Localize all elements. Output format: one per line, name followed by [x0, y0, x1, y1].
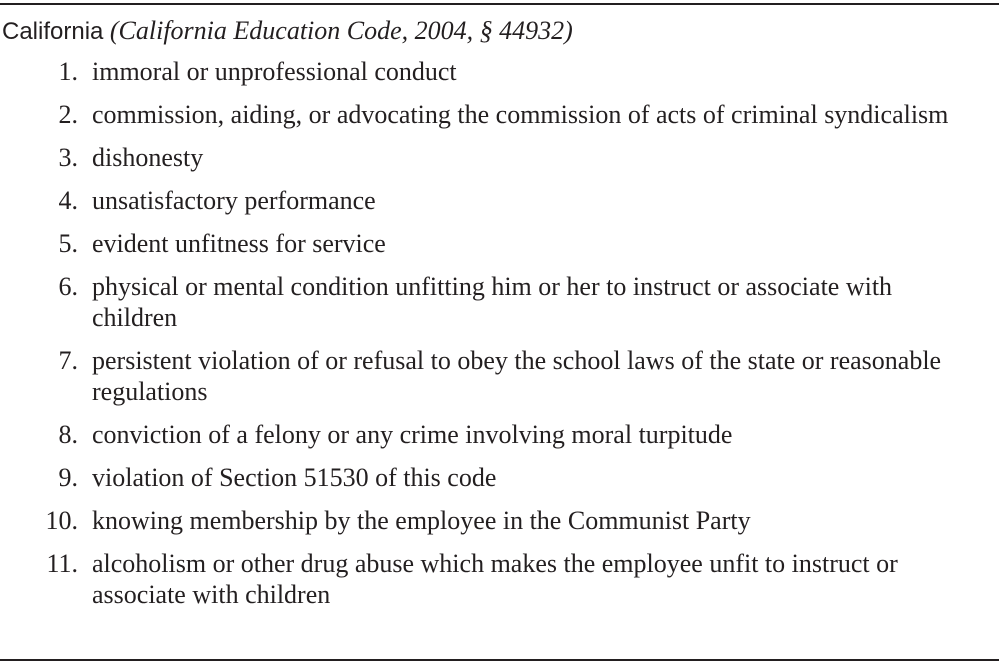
item-text: unsatisfactory performance [92, 186, 376, 215]
item-number: 1. [58, 57, 78, 86]
item-text: conviction of a felony or any crime involving moral turpitude [92, 420, 733, 449]
item-text: evident unfitness for service [92, 229, 386, 258]
state-name: California [2, 18, 104, 45]
item-text: immoral or unprofessional conduct [92, 57, 457, 86]
grounds-list [0, 56, 999, 622]
table-heading [2, 14, 573, 49]
list-item [0, 505, 999, 536]
list-item [0, 548, 999, 610]
item-text: alcoholism or other drug abuse which makes the employee unfit to instruct or associate with children [92, 549, 898, 609]
item-number: 5. [58, 229, 78, 258]
list-item [0, 345, 999, 407]
item-number: 9. [58, 463, 78, 492]
item-text: dishonesty [92, 143, 204, 172]
list-item [0, 462, 999, 493]
list-item [0, 56, 999, 87]
list-item [0, 271, 999, 333]
item-text: persistent violation of or refusal to obey the school laws of the state or reasonable regulations [92, 346, 942, 406]
item-text: physical or mental condition unfitting him or her to instruct or associate with children [92, 272, 893, 332]
item-number: 7. [58, 346, 78, 375]
list-item [0, 99, 999, 130]
list-item [0, 142, 999, 173]
item-text: violation of Section 51530 of this code [92, 463, 497, 492]
item-text: commission, aiding, or advocating the commission of acts of criminal syndicalism [92, 100, 949, 129]
statute-citation: (California Education Code, 2004, § 44932) [109, 16, 573, 45]
item-number: 8. [58, 420, 78, 449]
item-number: 2. [58, 100, 78, 129]
list-item [0, 419, 999, 450]
item-number: 4. [58, 186, 78, 215]
list-item [0, 185, 999, 216]
list-item [0, 228, 999, 259]
item-text: knowing membership by the employee in the Communist Party [92, 506, 751, 535]
item-number: 11. [46, 549, 78, 578]
bottom-rule [0, 659, 999, 661]
item-number: 10. [45, 506, 78, 535]
item-number: 3. [58, 143, 78, 172]
top-rule [0, 3, 999, 5]
item-number: 6. [58, 272, 78, 301]
